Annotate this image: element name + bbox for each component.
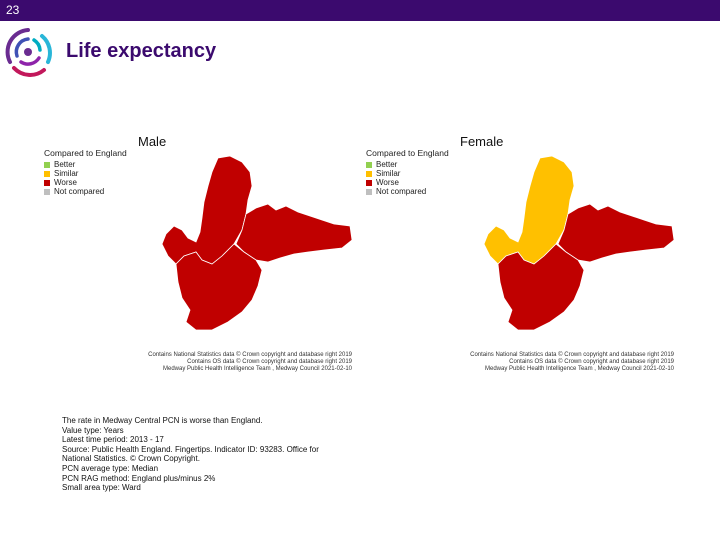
legend-swatch [44,180,50,186]
male-map-panel [40,132,360,378]
legend-swatch [44,171,50,177]
legend-item-better: Better [366,160,449,169]
legend-item-not-compared: Not compared [44,187,127,196]
legend-swatch [44,189,50,195]
legend-item-worse: Worse [44,178,127,187]
legend-swatch [366,189,372,195]
notes-source: Source: Public Health England. Fingertips. Indicator ID: 93283. Office for National Statistics. © Crown Copyright. [62,444,319,464]
notes-rag-method: PCN RAG method: England plus/minus 2% [62,473,216,483]
female-map [460,152,680,337]
legend-title: Compared to England [44,148,127,158]
female-map-title: Female [460,134,504,149]
legend-title: Compared to England [366,148,449,158]
indicator-notes [62,416,332,493]
page-title: Life expectancy [66,40,217,62]
medway-logo-icon [4,26,52,78]
header-bar [0,0,720,21]
notes-small-area-type: Small area type: Ward [62,483,141,493]
slide-number: 23 [6,3,20,17]
female-map-panel [362,132,682,378]
legend-item-similar: Similar [366,169,449,178]
male-legend [44,148,127,196]
map-region-north-east [236,204,352,262]
legend-swatch [366,162,372,168]
male-map-title: Male [138,134,167,149]
legend-swatch [366,171,372,177]
legend-item-worse: Worse [366,178,449,187]
notes-time-period: Latest time period: 2013 - 17 [62,435,164,445]
legend-item-similar: Similar [44,169,127,178]
notes-summary: The rate in Medway Central PCN is worse than England. [62,416,263,425]
male-map-copyright: Contains National Statistics data © Crown copyright and database right 2019 Contains OS data © Crown copyright and database right 2019 Medway Public Health Intelligence Team , Medway Council 2021-02-10 [148,352,352,372]
male-map [138,152,358,337]
map-region-north-east [558,204,674,262]
legend-swatch [44,162,50,168]
notes-average-type: PCN average type: Median [62,463,159,473]
female-map-copyright: Contains National Statistics data © Crown copyright and database right 2019 Contains OS data © Crown copyright and database right 2019 Medway Public Health Intelligence Team , Medway Council 2021-02-10 [470,352,674,372]
female-legend [366,148,449,196]
legend-item-better: Better [44,160,127,169]
legend-swatch [366,180,372,186]
legend-item-not-compared: Not compared [366,187,449,196]
notes-value-type: Value type: Years [62,425,124,435]
